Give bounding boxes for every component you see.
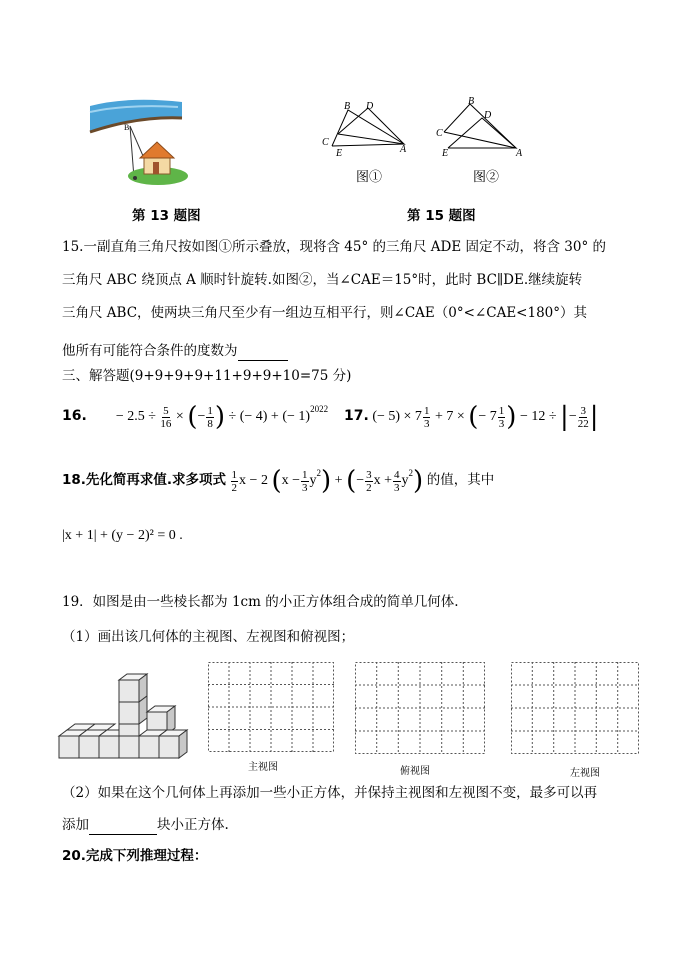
question-16: 16. − 2.5 ÷ $\frac{5}{16}$ × (− $\frac{1}{8}$ ) ÷ (− 4) + (− 1)$^{2022}$ [62,402,329,432]
question-18: 18.先化简再求值.求多项式 $\frac{1}{2}$ x − 2 (x − $\frac{1}{3}$ $y^2$) + (− $\frac{3}{2}$ x + $\frac{4}{3}$ $y^2$) 的值，其中 [62,466,495,496]
figure-15-2-caption: 图② [473,170,500,185]
question-18-lead: 18.先化简再求值.求多项式 [62,472,227,489]
question-16-number: 16. [62,408,87,425]
label-e-2: E [442,148,449,156]
question-15-line-3: 三角尺 ABC，使两块三角尺至少有一组边互相平行，则∠CAE（0°<∠CAE<180°）其 [62,305,588,321]
question-19-answer-blank[interactable] [89,816,157,835]
q16-minus: − [197,409,206,425]
q18-fraction-3: $\frac{3}{2}$ [366,468,372,494]
q18-term-5: y [401,473,409,489]
q16-term-1: − 2.5 ÷ [115,409,156,425]
label-d-1: D [366,101,374,112]
q18-plus: + [334,473,343,489]
label-e-1: E [336,148,343,156]
grid-top-view[interactable] [355,662,485,754]
q18-term-1: x − 2 [239,473,268,489]
question-19-part-2-line-1: （2）如果在这个几何体上再添加一些小正方体，并保持主视图和左视图不变，最多可以再 [62,785,598,801]
label-d-2: D [484,110,492,121]
question-18-condition: |x + 1| + (y − 2)² = 0 . [62,528,183,543]
question-15-line-4 [62,342,288,361]
q16-term-2: ÷ (− 4) + (− 1) [228,409,311,425]
question-19-stem: 19．如图是由一些棱长都为 1cm 的小正方体组合成的简单几何体. [62,594,459,610]
main-view-label: 主视图 [248,762,278,773]
q17-term-4: − 12 ÷ [519,409,557,425]
q18-term-2: x − [281,473,301,489]
q18-term-4: x + [373,473,393,489]
question-15-line-2: 三角尺 ABC 绕顶点 A 顺时针旋转.如图②，当∠CAE＝15°时，此时 BC∥DE.继续旋转 [62,272,583,288]
q17-fraction-2: $\frac{1}{3}$ [498,404,505,430]
q17-term-5: − [568,409,577,425]
svg-text:B: B [124,123,130,132]
q17-term-2: + 7 × [434,409,465,425]
q16-exponent: 2022 [310,404,329,415]
question-20-stem: 20.完成下列推理过程： [62,848,208,864]
q18-minus: − [356,473,365,489]
q18-fraction-1: $\frac{1}{2}$ [231,468,238,494]
q18-fraction-2: $\frac{1}{3}$ [302,468,308,494]
question-15-text: 他所有可能符合条件的度数为 [62,343,238,359]
label-c-1: C [322,137,329,148]
label-b-1: B [344,101,351,112]
label-a-2: A [516,148,523,156]
q18-fraction-4: $\frac{4}{3}$ [394,468,400,494]
figure-13-illustration [88,88,188,188]
figure-15-1 [318,96,410,156]
label-a-1: A [400,144,407,155]
section-3-title: 三、解答题(9+9+9+9+11+9+9+10=75 分) [62,368,352,384]
q17-fraction-1: $\frac{1}{3}$ [423,404,430,430]
grid-main-view[interactable] [208,662,334,752]
figure-13-caption: 第 13 题图 [132,208,201,224]
question-17: 17. (− 5) × 7 $\frac{1}{3}$ + 7 × (− 7 $\frac{1}{3}$ ) − 12 ÷ |− $\frac{3}{22}$ | [344,402,599,432]
cube-solid-figure [55,672,195,772]
q16-times: × [175,409,184,425]
top-view-label: 俯视图 [400,766,430,777]
question-15-line-1: 15.一副直角三角尺按如图①所示叠放，现将含 45° 的三角尺 ADE 固定不动，将含 30° 的 [62,239,607,255]
figure-15-2 [434,96,526,156]
q16-fraction-2: $\frac{1}{8}$ [207,404,213,430]
left-view-label: 左视图 [570,768,600,779]
q18-term-3: y [309,473,317,489]
grid-left-view[interactable] [511,662,639,754]
question-15-answer-blank[interactable] [238,342,288,361]
q17-fraction-3: $\frac{3}{22}$ [577,404,589,430]
figure-15-1-caption: 图① [356,170,383,185]
figure-15-caption: 第 15 题图 [407,208,476,224]
question-17-number: 17. [344,408,369,425]
q17-term-1: (− 5) × 7 [372,409,422,425]
label-c-2: C [436,128,443,139]
question-18-tail: 的值，其中 [426,472,495,488]
q16-fraction-1: $\frac{5}{16}$ [160,404,172,430]
label-b-2: B [468,96,475,107]
q19-part-2-suffix: 块小正方体. [157,817,229,833]
question-19-part-2-line-2 [62,816,229,835]
question-19-part-1: （1）画出该几何体的主视图、左视图和俯视图； [62,629,355,645]
q19-part-2-prefix: 添加 [62,817,89,833]
q17-term-3: − 7 [478,409,497,425]
